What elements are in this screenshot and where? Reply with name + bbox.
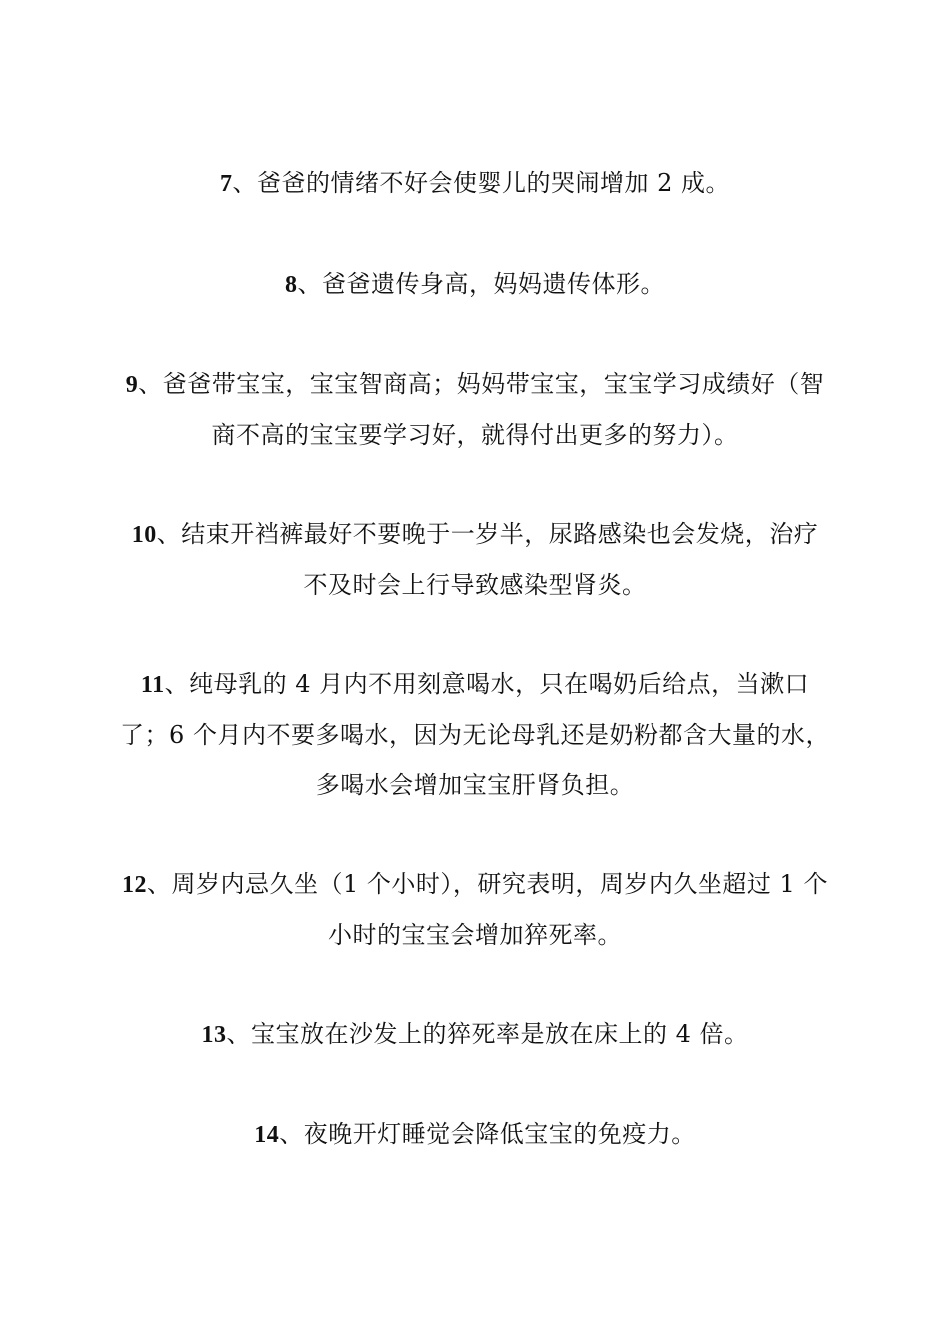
list-item-13 (120, 1009, 830, 1060)
item-text: 、爸爸的情绪不好会使婴儿的哭闹增加 2 成。 (232, 169, 731, 197)
item-number: 13 (201, 1022, 227, 1048)
list-item-8 (120, 259, 830, 310)
list-item-7 (120, 158, 830, 209)
list-item-14 (120, 1109, 830, 1160)
item-number: 14 (254, 1122, 280, 1148)
list-item-10 (120, 509, 830, 610)
item-text: 、宝宝放在沙发上的猝死率是放在床上的 4 倍。 (226, 1020, 749, 1048)
list-item-11 (120, 659, 830, 810)
list-item-9 (120, 359, 830, 460)
item-text: 、周岁内忌久坐（1 个小时），研究表明，周岁内久坐超过 1 个小时的宝宝会增加猝死率。 (147, 870, 828, 949)
item-text: 、纯母乳的 4 月内不用刻意喝水，只在喝奶后给点，当漱口了；6 个月内不要多喝水，因为无论母乳还是奶粉都含大量的水，多喝水会增加宝宝肝肾负担。 (120, 670, 830, 799)
item-text: 、结束开裆裤最好不要晚于一岁半，尿路感染也会发烧，治疗不及时会上行导致感染型肾炎。 (156, 520, 819, 599)
item-number: 10 (131, 522, 157, 548)
item-number: 9 (125, 372, 139, 398)
item-number: 11 (140, 672, 165, 698)
list-item-12 (120, 859, 830, 960)
item-text: 、爸爸带宝宝，宝宝智商高；妈妈带宝宝，宝宝学习成绩好（智商不高的宝宝要学习好，就得付出更多的努力）。 (138, 370, 825, 449)
item-number: 7 (219, 171, 233, 197)
item-number: 8 (285, 272, 298, 298)
item-number: 12 (122, 872, 148, 898)
item-text: 、爸爸遗传身高，妈妈遗传体形。 (297, 270, 665, 298)
item-text: 、夜晚开灯睡觉会降低宝宝的免疫力。 (279, 1120, 696, 1148)
